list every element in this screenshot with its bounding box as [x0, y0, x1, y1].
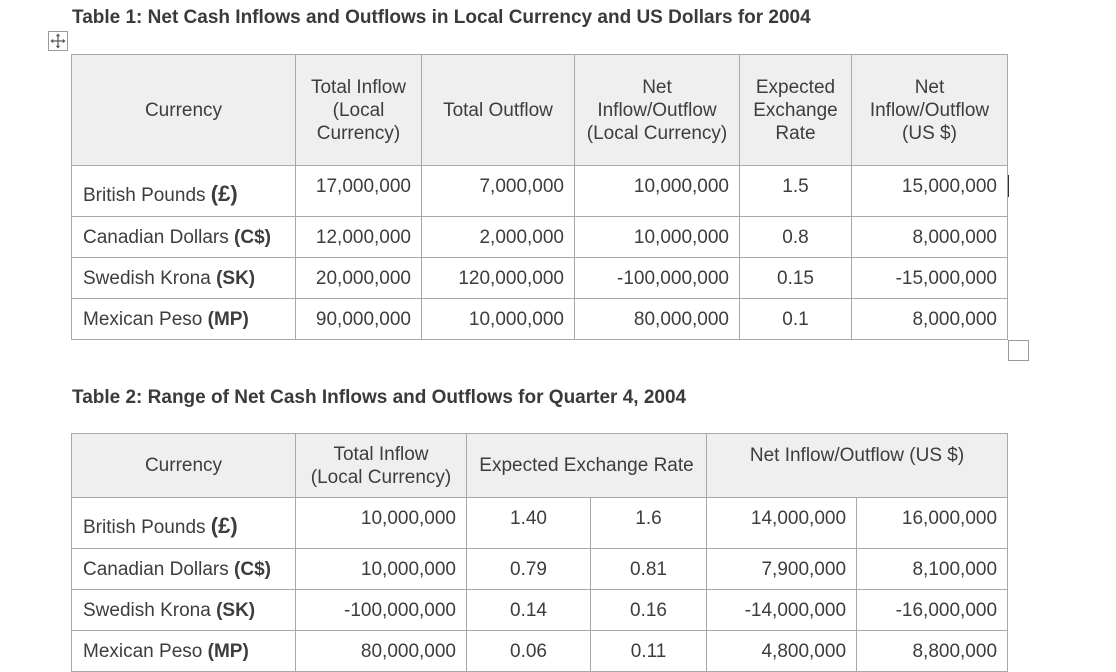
- currency-name: Canadian Dollars: [83, 226, 229, 248]
- currency-cell: [72, 590, 296, 631]
- net-local-cell: -100,000,000: [575, 258, 740, 299]
- currency-cell: [72, 549, 296, 590]
- table2-header-net-usd: Net Inflow/Outflow (US $): [707, 434, 1008, 498]
- table1: [71, 54, 1008, 340]
- exchange-rate-cell: 1.5: [740, 166, 852, 217]
- currency-symbol: (MP): [207, 640, 249, 662]
- table1-header-currency: Currency: [72, 55, 296, 166]
- currency-name: Swedish Krona: [83, 267, 211, 289]
- table2-header-currency: Currency: [72, 434, 296, 498]
- net-local-cell: 10,000,000: [575, 166, 740, 217]
- total-inflow-cell: 80,000,000: [296, 631, 467, 672]
- total-inflow-cell: 12,000,000: [296, 217, 422, 258]
- table-row: [72, 631, 1008, 672]
- total-inflow-cell: -100,000,000: [296, 590, 467, 631]
- net-usd-cell: 15,000,000: [852, 166, 1008, 217]
- table1-caption: Table 1: Net Cash Inflows and Outflows in Local Currency and US Dollars for 2004: [72, 7, 811, 28]
- table-row: [72, 549, 1008, 590]
- currency-name: British Pounds: [83, 185, 206, 206]
- table-row: [72, 217, 1008, 258]
- table-row: [72, 498, 1008, 549]
- net-usd-cell: 8,000,000: [852, 299, 1008, 340]
- currency-cell: [72, 217, 296, 258]
- net-local-cell: 10,000,000: [575, 217, 740, 258]
- net-usd-cell: -15,000,000: [852, 258, 1008, 299]
- table2: [71, 433, 1008, 672]
- usd-high-cell: 16,000,000: [857, 498, 1008, 549]
- currency-cell: [72, 498, 296, 549]
- rate-low-cell: 0.14: [467, 590, 591, 631]
- total-inflow-cell: 10,000,000: [296, 549, 467, 590]
- table-resize-handle[interactable]: [1008, 340, 1029, 361]
- total-outflow-cell: 120,000,000: [422, 258, 575, 299]
- currency-name: Swedish Krona: [83, 599, 211, 621]
- usd-low-cell: -14,000,000: [707, 590, 857, 631]
- usd-high-cell: 8,100,000: [857, 549, 1008, 590]
- table1-header-net-local: Net Inflow/Outflow (Local Currency): [575, 55, 740, 166]
- rate-low-cell: 0.79: [467, 549, 591, 590]
- usd-high-cell: -16,000,000: [857, 590, 1008, 631]
- currency-symbol: (£): [210, 513, 238, 538]
- exchange-rate-cell: 0.8: [740, 217, 852, 258]
- total-outflow-cell: 2,000,000: [422, 217, 575, 258]
- currency-symbol: (C$): [234, 558, 271, 580]
- exchange-rate-cell: 0.15: [740, 258, 852, 299]
- table-move-handle[interactable]: [48, 31, 68, 51]
- table1-header-total-inflow: Total Inflow (Local Currency): [296, 55, 422, 166]
- currency-cell: [72, 258, 296, 299]
- move-icon: [50, 33, 66, 49]
- table-row: [72, 258, 1008, 299]
- table2-header-total-inflow: Total Inflow (Local Currency): [296, 434, 467, 498]
- net-usd-cell: 8,000,000: [852, 217, 1008, 258]
- usd-low-cell: 14,000,000: [707, 498, 857, 549]
- total-inflow-cell: 20,000,000: [296, 258, 422, 299]
- table1-header-exchange-rate: Expected Exchange Rate: [740, 55, 852, 166]
- currency-name: Canadian Dollars: [83, 558, 229, 580]
- table-row: [72, 590, 1008, 631]
- currency-symbol: (£): [210, 181, 238, 206]
- rate-high-cell: 0.16: [591, 590, 707, 631]
- total-inflow-cell: 10,000,000: [296, 498, 467, 549]
- currency-cell: [72, 631, 296, 672]
- total-inflow-cell: 17,000,000: [296, 166, 422, 217]
- table1-header-row: [72, 55, 1008, 166]
- currency-cell: [72, 166, 296, 217]
- table1-header-net-usd: Net Inflow/Outflow (US $): [852, 55, 1008, 166]
- currency-name: Mexican Peso: [83, 640, 203, 662]
- exchange-rate-cell: 0.1: [740, 299, 852, 340]
- text-cursor: [1008, 175, 1009, 197]
- currency-symbol: (C$): [234, 226, 271, 248]
- currency-name: British Pounds: [83, 517, 206, 538]
- usd-low-cell: 7,900,000: [707, 549, 857, 590]
- table2-caption: Table 2: Range of Net Cash Inflows and Outflows for Quarter 4, 2004: [72, 387, 687, 408]
- usd-low-cell: 4,800,000: [707, 631, 857, 672]
- total-outflow-cell: 7,000,000: [422, 166, 575, 217]
- total-outflow-cell: 10,000,000: [422, 299, 575, 340]
- table2-header-exchange-rate: Expected Exchange Rate: [467, 434, 707, 498]
- currency-name: Mexican Peso: [83, 308, 203, 330]
- rate-high-cell: 0.81: [591, 549, 707, 590]
- rate-low-cell: 0.06: [467, 631, 591, 672]
- table2-header-row: [72, 434, 1008, 498]
- table1-header-total-outflow: Total Outflow: [422, 55, 575, 166]
- net-local-cell: 80,000,000: [575, 299, 740, 340]
- currency-symbol: (MP): [207, 308, 249, 330]
- table-row: [72, 166, 1008, 217]
- currency-symbol: (SK): [216, 267, 256, 289]
- rate-low-cell: 1.40: [467, 498, 591, 549]
- currency-symbol: (SK): [216, 599, 256, 621]
- rate-high-cell: 0.11: [591, 631, 707, 672]
- usd-high-cell: 8,800,000: [857, 631, 1008, 672]
- table-row: [72, 299, 1008, 340]
- total-inflow-cell: 90,000,000: [296, 299, 422, 340]
- rate-high-cell: 1.6: [591, 498, 707, 549]
- currency-cell: [72, 299, 296, 340]
